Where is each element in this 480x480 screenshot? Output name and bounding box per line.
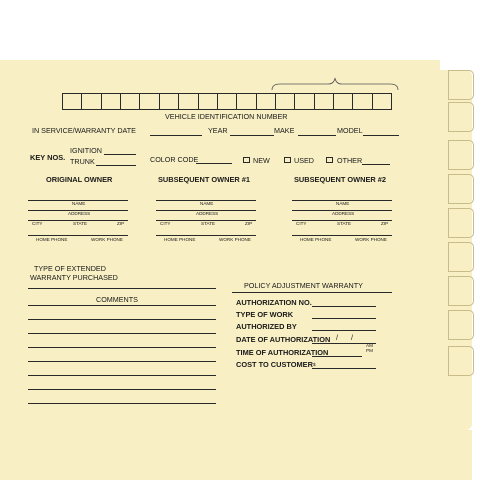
subsequent-owner-2-title: SUBSEQUENT OWNER #2 (294, 175, 386, 184)
trunk-label: TRUNK (70, 157, 95, 166)
vin-box[interactable] (140, 94, 159, 109)
comments-line[interactable] (28, 305, 216, 306)
subsequent-owner-1-title: SUBSEQUENT OWNER #1 (158, 175, 250, 184)
authorization-no-label: AUTHORIZATION NO. (236, 298, 312, 307)
cost-to-customer-line[interactable] (312, 368, 376, 369)
city-label: CITY (160, 221, 171, 226)
other-label: OTHER (337, 156, 363, 165)
phone-line[interactable] (28, 235, 128, 236)
vin-box[interactable] (315, 94, 334, 109)
work-phone-label: WORK PHONE (91, 237, 123, 242)
folder-tab[interactable] (448, 346, 474, 376)
comments-line[interactable] (28, 361, 216, 362)
comments-line[interactable] (28, 375, 216, 376)
folder-tab[interactable] (448, 140, 474, 170)
comments-line[interactable] (28, 333, 216, 334)
used-checkbox[interactable] (284, 157, 291, 163)
vin-box[interactable] (160, 94, 179, 109)
zip-label: ZIP (381, 221, 389, 226)
state-label: STATE (73, 221, 88, 226)
city-label: CITY (32, 221, 43, 226)
folder-tab[interactable] (448, 242, 474, 272)
vin-box[interactable] (295, 94, 314, 109)
vin-box[interactable] (276, 94, 295, 109)
comments-title: COMMENTS (96, 295, 138, 304)
zip-label: ZIP (117, 221, 125, 226)
make-line[interactable] (298, 135, 336, 136)
vin-box[interactable] (82, 94, 101, 109)
vin-box[interactable] (334, 94, 353, 109)
vin-box[interactable] (102, 94, 121, 109)
dollar-sign: $ (313, 362, 316, 367)
folder-tab[interactable] (448, 174, 474, 204)
time-of-authorization-label: TIME OF AUTHORIZATION (236, 348, 329, 357)
folder-bottom-fold (436, 430, 472, 480)
other-checkbox[interactable] (326, 157, 333, 163)
type-of-work-label: TYPE OF WORK (236, 310, 294, 319)
state-label: STATE (201, 221, 216, 226)
policy-title-rule (232, 292, 392, 293)
home-phone-label: HOME PHONE (36, 237, 68, 242)
original-owner-title: ORIGINAL OWNER (46, 175, 113, 184)
authorized-by-line[interactable] (312, 330, 376, 331)
folder-tab[interactable] (448, 276, 474, 306)
new-checkbox[interactable] (243, 157, 250, 163)
vin-label: VEHICLE IDENTIFICATION NUMBER (165, 112, 288, 121)
pm-label: PM (366, 348, 373, 353)
folder-tab[interactable] (448, 70, 474, 100)
in-service-line[interactable] (150, 135, 202, 136)
used-label: USED (294, 156, 314, 165)
comments-line[interactable] (28, 347, 216, 348)
date-separator-2: / (351, 333, 353, 342)
comments-line[interactable] (28, 389, 216, 390)
am-label: AM (366, 343, 373, 348)
ignition-label: IGNITION (70, 146, 102, 155)
new-label: NEW (253, 156, 270, 165)
key-nos-label: KEY NOS. (30, 153, 66, 162)
vin-box[interactable] (179, 94, 198, 109)
address-label: ADDRESS (68, 211, 91, 216)
cost-to-customer-label: COST TO CUSTOMER (236, 360, 313, 369)
date-of-authorization-label: DATE OF AUTHORIZATION (236, 335, 331, 344)
color-code-line[interactable] (196, 163, 232, 164)
address-label: ADDRESS (196, 211, 219, 216)
other-line[interactable] (362, 164, 390, 165)
time-of-authorization-line[interactable] (312, 356, 362, 357)
vin-boxes[interactable] (62, 93, 392, 110)
home-phone-label: HOME PHONE (300, 237, 332, 242)
make-label: MAKE (274, 126, 295, 135)
authorized-by-label: AUTHORIZED BY (236, 322, 297, 331)
vin-box[interactable] (199, 94, 218, 109)
name-label: NAME (336, 201, 350, 206)
extended-warranty-line[interactable] (28, 288, 216, 289)
color-code-label: COLOR CODE (150, 155, 199, 164)
year-label: YEAR (208, 126, 228, 135)
vin-box[interactable] (373, 94, 391, 109)
policy-title: POLICY ADJUSTMENT WARRANTY (244, 281, 363, 290)
address-label: ADDRESS (332, 211, 355, 216)
city-label: CITY (296, 221, 307, 226)
home-phone-label: HOME PHONE (164, 237, 196, 242)
vin-box[interactable] (63, 94, 82, 109)
year-line[interactable] (230, 135, 274, 136)
vin-box[interactable] (121, 94, 140, 109)
trunk-line[interactable] (96, 165, 136, 166)
authorization-no-line[interactable] (312, 306, 376, 307)
extended-warranty-label-2: WARRANTY PURCHASED (30, 273, 118, 282)
zip-label: ZIP (245, 221, 253, 226)
date-separator-1: / (336, 333, 338, 342)
state-label: STATE (337, 221, 352, 226)
type-of-work-line[interactable] (312, 318, 376, 319)
brace-decoration (270, 76, 400, 92)
work-phone-label: WORK PHONE (355, 237, 387, 242)
model-label: MODEL (337, 126, 363, 135)
name-label: NAME (200, 201, 214, 206)
work-phone-label: WORK PHONE (219, 237, 251, 242)
folder-tab[interactable] (448, 208, 474, 238)
folder-tab[interactable] (448, 102, 474, 132)
comments-line[interactable] (28, 403, 216, 404)
comments-line[interactable] (28, 319, 216, 320)
extended-warranty-label-1: TYPE OF EXTENDED (34, 264, 106, 273)
name-label: NAME (72, 201, 86, 206)
in-service-label: IN SERVICE/WARRANTY DATE (32, 126, 136, 135)
ignition-line[interactable] (104, 154, 136, 155)
vin-box[interactable] (218, 94, 237, 109)
phone-line[interactable] (156, 235, 256, 236)
vin-box[interactable] (237, 94, 256, 109)
model-line[interactable] (363, 135, 399, 136)
vin-box[interactable] (257, 94, 276, 109)
folder-tab[interactable] (448, 310, 474, 340)
phone-line[interactable] (292, 235, 392, 236)
vin-box[interactable] (353, 94, 372, 109)
